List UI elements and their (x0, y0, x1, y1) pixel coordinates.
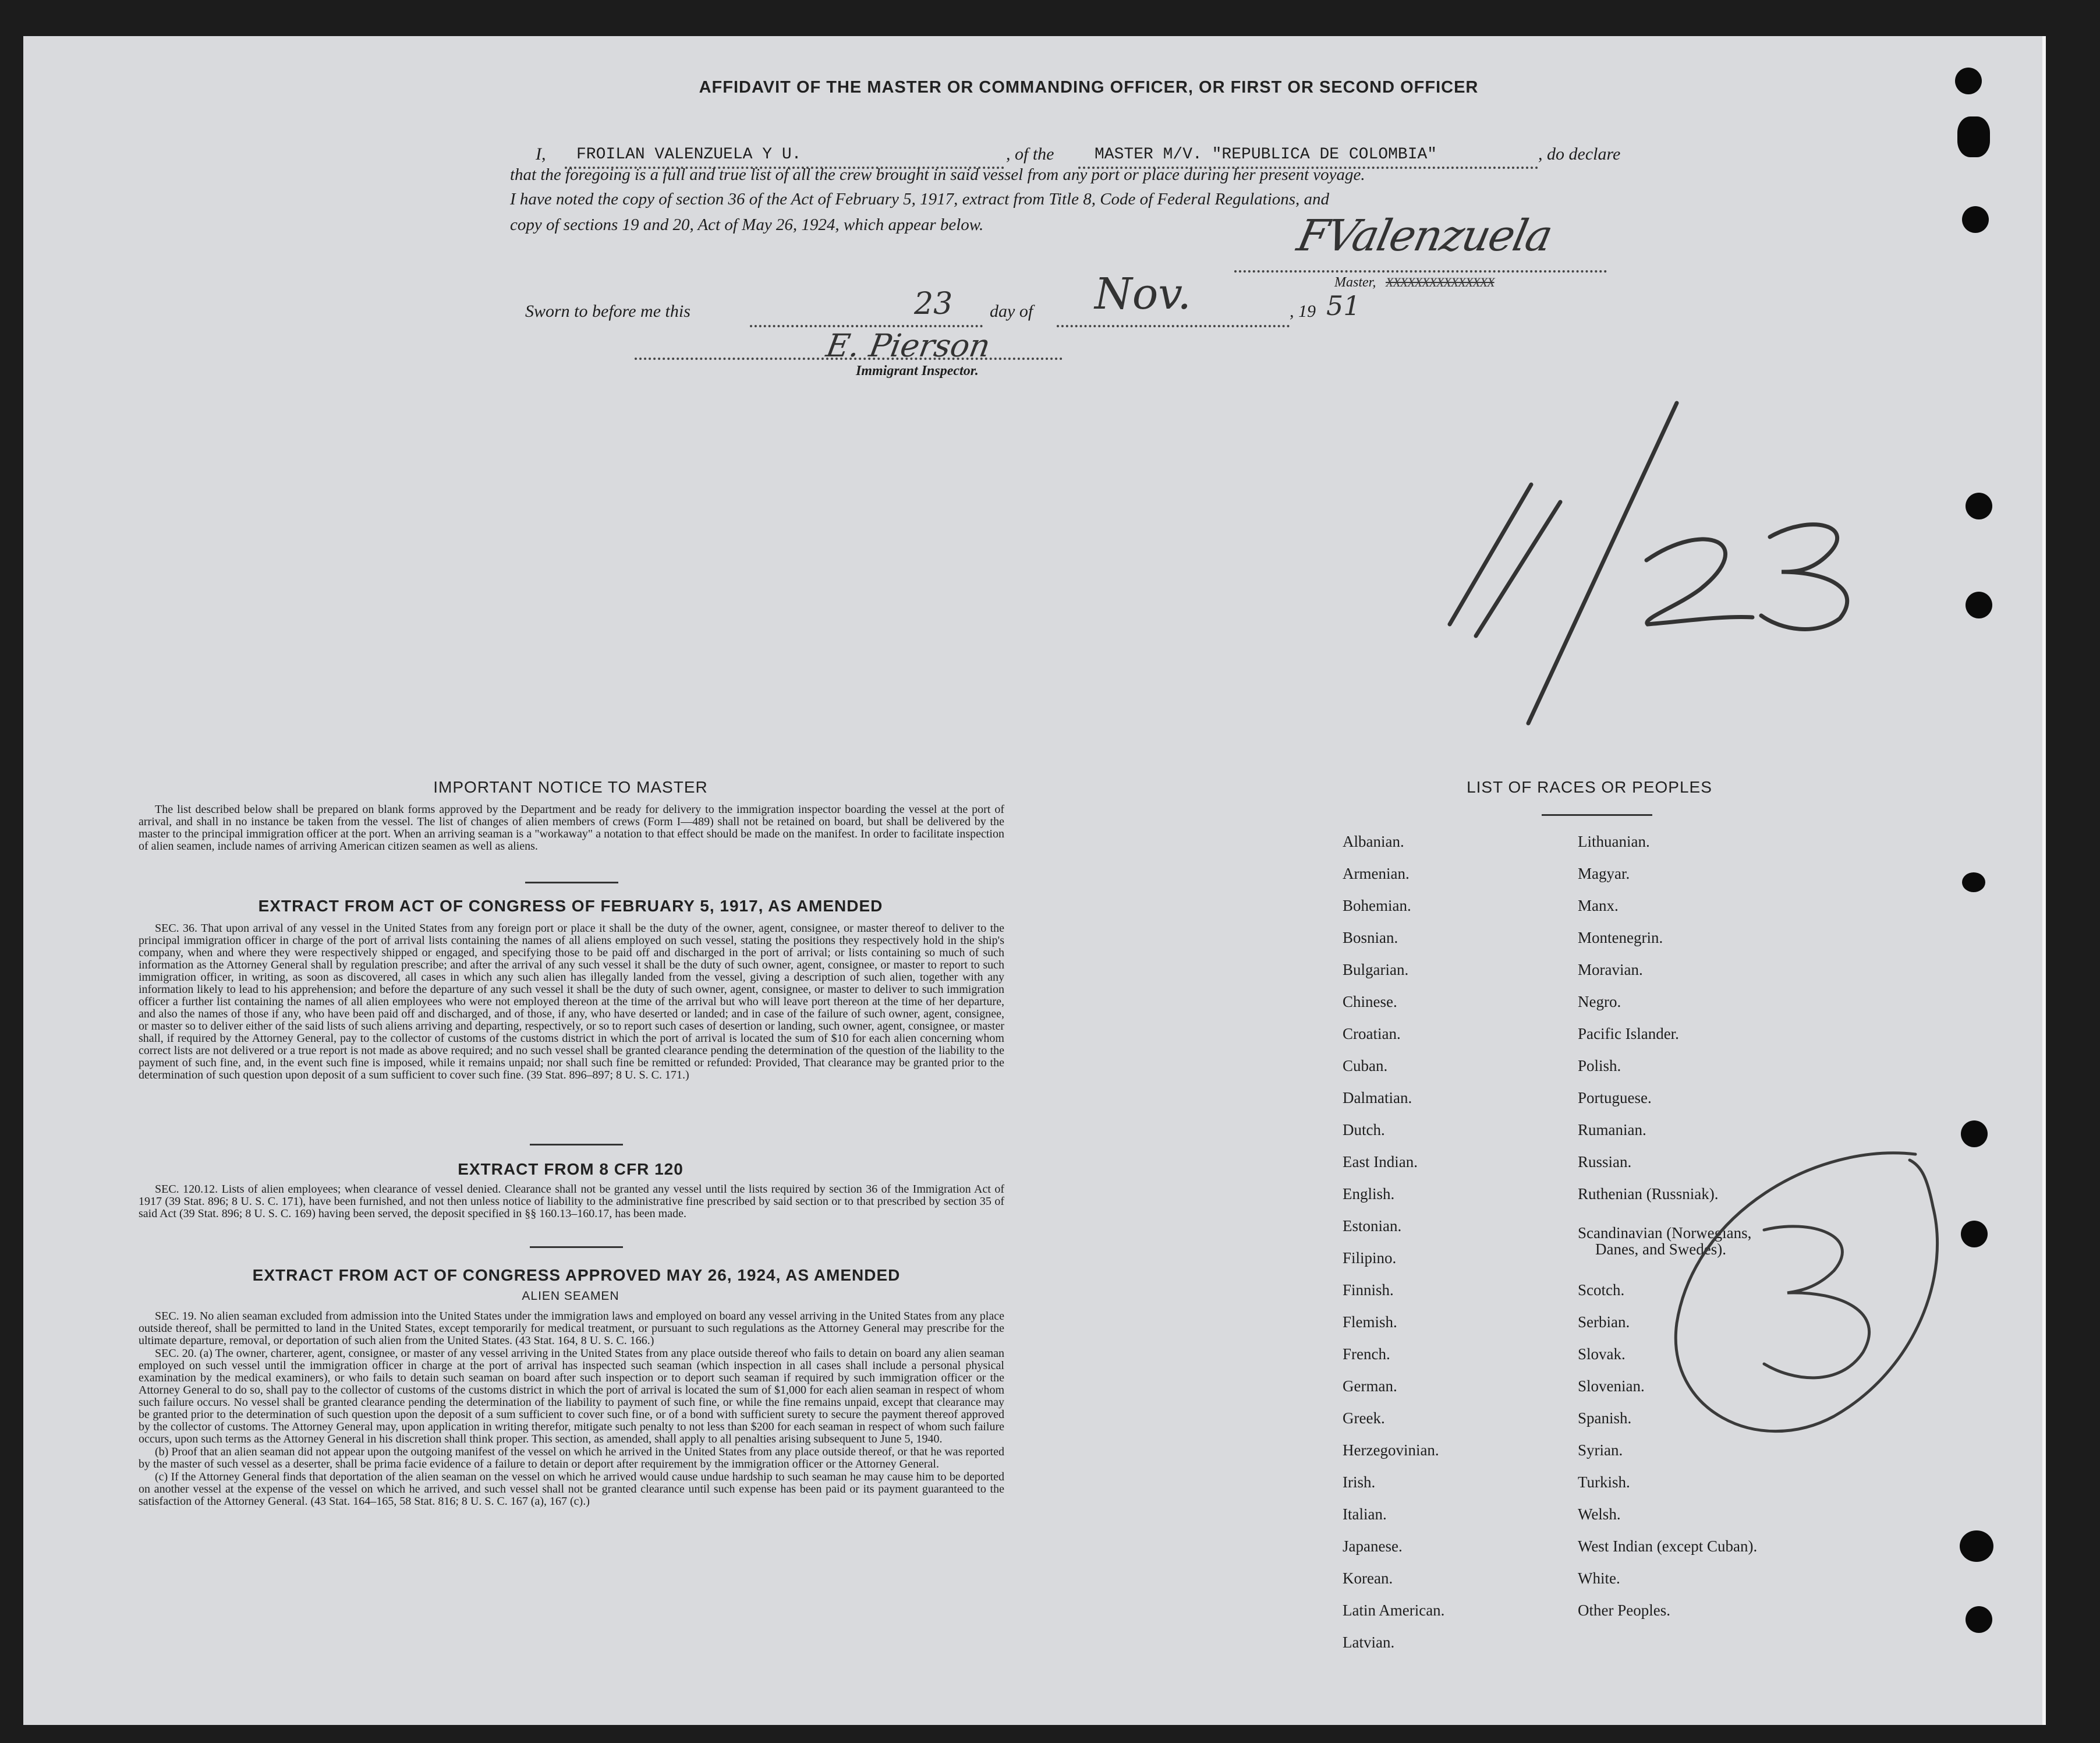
extract-1917-title: EXTRACT FROM ACT OF CONGRESS OF FEBRUARY 5, 1917, AS AMENDED (258, 897, 883, 915)
race-item: Turkish. (1578, 1473, 1630, 1491)
rank-vessel-value: MASTER M/V. "REPUBLICA DE COLOMBIA" (1095, 146, 1437, 164)
race-item: Welsh. (1578, 1505, 1621, 1523)
do-declare-label: , do declare (1538, 144, 1621, 164)
master-struck-text: XXXXXXXXXXXXXXX (1386, 275, 1495, 289)
race-item: Finnish. (1343, 1281, 1394, 1299)
race-item: Chinese. (1343, 993, 1397, 1010)
race-item: East Indian. (1343, 1153, 1418, 1171)
race-item: Bosnian. (1343, 929, 1398, 946)
punch-hole (1966, 1606, 1992, 1633)
inspector-label: Immigrant Inspector. (856, 363, 979, 379)
declaration-line-4: copy of sections 19 and 20, Act of May 26, 1924, which appear below. (510, 215, 984, 234)
race-item: Polish. (1578, 1057, 1621, 1074)
master-name-value: FROILAN VALENZUELA Y U. (576, 146, 802, 164)
race-item: Greek. (1343, 1409, 1385, 1427)
race-item: Cuban. (1343, 1057, 1388, 1074)
race-item: Korean. (1343, 1569, 1393, 1587)
day-of-label: day of (990, 302, 1033, 321)
race-item: Estonian. (1343, 1217, 1402, 1235)
punch-hole (1957, 116, 1990, 157)
declaration-line-3: I have noted the copy of section 36 of the Act of February 5, 1917, extract from Title 8, Code of Federal Regulations, and (510, 190, 1330, 208)
affidavit-i-label: I, (536, 144, 546, 164)
extract-1917-paragraph: SEC. 36. That upon arrival of any vessel in the United States from any foreign port or place it shall be the duty of the owner, agent, consignee, or master thereof to deliver to the principal immigration officer in charge of the port of arrival lists containing the names of all aliens employed on such vessel, stating the positions they respectively hold in the ship's company, when and where they were respectively shipped or engaged, and specifying those to be paid off and discharged in the port of arrival; or lists containing so much of such information as the Attorney General shall by regulation prescribe; and after the arrival of any such vessel it shall be the duty of such owner, agent, consignee, or master to report to such immigration officer, in writing, as soon as discovered, all cases in which any such alien has illegally landed from the vessel, giving a description of such alien, together with any information likely to lead to his apprehension; and before the departure of any such vessel it shall be the duty of such owner, agent, consignee, or master to deliver to such immigration officer a further list containing the names of all alien employees who were not employed thereon at the time of the arrival but who will leave port thereon at the time of her departure, and also the names of those if any, who have been paid off and discharged, and of those, if any, who have deserted or landed; and in case of the failure of such owner, agent, consignee, or master so to deliver either of the said lists of such aliens arriving and departing, respectively, or so to report such cases of desertion or landing, such owner, agent, consignee, or master shall, if required by the Attorney General, pay to the collector of customs of the customs district in which the port of arrival is located the sum of $10 for each alien concerning whom correct lists are not delivered or a true report is not made as above required; and no such vessel shall be granted clearance pending the determination of the question of the liability to the payment of such fine, and, in the event such fine is imposed, while it remains unpaid; nor shall such fine be remitted or refunded: Provided, That clearance may be granted prior to the determination of such question upon deposit of a sum sufficient to cover such fine. (39 Stat. 896–897; 8 U. S. C. 171.) (139, 922, 1004, 1081)
extract-1924-body (139, 1310, 1004, 1508)
extract-1924-subtitle: ALIEN SEAMEN (522, 1289, 619, 1303)
form-sheet (23, 36, 2046, 1725)
punch-hole (1961, 1221, 1988, 1247)
race-item: Negro. (1578, 993, 1621, 1010)
notice-body (139, 804, 1004, 853)
sworn-label: Sworn to before me this (525, 302, 690, 321)
race-item: Lithuanian. (1578, 833, 1650, 850)
master-signature: FValenzuela (1292, 211, 1556, 261)
race-item: Japanese. (1343, 1537, 1403, 1555)
divider (525, 882, 618, 883)
master-signature-line (1234, 270, 1607, 273)
punch-hole (1962, 206, 1989, 233)
race-item: Armenian. (1343, 865, 1410, 882)
race-item: West Indian (except Cuban). (1578, 1537, 1758, 1555)
race-item: Moravian. (1578, 961, 1643, 978)
race-item: Slovak. (1578, 1345, 1626, 1363)
race-item: Danes, and Swedes). (1595, 1240, 1726, 1258)
race-item: Flemish. (1343, 1313, 1397, 1331)
sworn-year-value: 51 (1326, 290, 1361, 321)
race-item: Slovenian. (1578, 1377, 1645, 1395)
race-item: French. (1343, 1345, 1390, 1363)
punch-hole (1966, 592, 1992, 618)
punch-hole (1961, 1120, 1988, 1147)
race-item: Croatian. (1343, 1025, 1401, 1042)
punch-hole (1955, 68, 1982, 94)
race-item: Bohemian. (1343, 897, 1411, 914)
extract-1917-body (139, 922, 1004, 1082)
race-item: Spanish. (1578, 1409, 1632, 1427)
declaration-line-2: that the foregoing is a full and true list of all the crew brought in said vessel from any port or place during her present voyage. (510, 165, 1365, 184)
extract-cfr-paragraph: SEC. 120.12. Lists of alien employees; when clearance of vessel denied. Clearance shall not be granted any vessel until the lists required by section 36 of the Immigration Act of 1917 (39 Stat. 896; 8 U. S. C. 171), have been furnished, and not then unless notice of liability to the administrative fine prescribed by said section or to that prescribed by section 35 of said Act (39 Stat. 896; 8 U. S. C. 169) having been served, the deposit specified in §§ 160.13–160.17, has been made. (139, 1183, 1004, 1220)
inspector-signature-line (635, 358, 1063, 360)
race-item: Serbian. (1578, 1313, 1630, 1331)
race-item: Scandinavian (Norwegians, (1578, 1224, 1752, 1242)
race-item: Magyar. (1578, 865, 1630, 882)
punch-hole (1962, 872, 1985, 892)
race-item: Italian. (1343, 1505, 1387, 1523)
section-20a-paragraph: SEC. 20. (a) The owner, charterer, agent, consignee, or master of any vessel arriving in the United States from any place outside thereof who fails to detain on board any alien seaman employed on such vessel until the immigration officer in charge at the port of arrival has inspected such seaman (which inspection in all cases shall include a personal physical examination by the medical examiners), or who fails to detain such seaman on board after such inspection or to deport such seaman if required by such immigration officer or the Attorney General to do so, shall pay to the collector of customs of the customs district in which the port of arrival is located the sum of $1,000 for each alien seaman in respect of whom such failure occurs. No vessel shall be granted clearance pending the determination of the liability to payment of such fine, or while the fine remains unpaid, except that clearance may be granted prior to the determination of such question upon the deposit of a sum sufficient to cover such fine, or of a bond with sufficient surety to secure the payment thereof approved by the collector of customs. The Attorney General may, upon application in writing therefor, mitigate such penalty to not less than $200 for each seaman in respect of whom such failure occurs, upon such terms as the Attorney General in his discretion shall think proper. This section, as amended, shall apply to all penalties arising subsequent to June 5, 1940. (139, 1347, 1004, 1445)
race-item: Dutch. (1343, 1121, 1385, 1139)
race-item: Montenegrin. (1578, 929, 1663, 946)
race-item: Irish. (1343, 1473, 1376, 1491)
extract-1924-title: EXTRACT FROM ACT OF CONGRESS APPROVED MAY 26, 1924, AS AMENDED (252, 1266, 901, 1284)
sworn-month-value: Nov. (1095, 269, 1191, 319)
race-item: Herzegovinian. (1343, 1441, 1439, 1459)
inspector-signature: E. Pierson (823, 327, 993, 364)
notice-paragraph: The list described below shall be prepared on blank forms approved by the Department and be ready for delivery to the immigration inspector boarding the vessel at the port of arrival, and shall in no instance be taken from the vessel. The list of changes of alien members of crews (Form I—489) shall not be retained on board, but shall be delivered by the master to the principal immigration officer at the port. When an arriving seaman is a "workaway" a notation to that effect should be made on the manifest. In order to facilitate inspection of alien seamen, include names of arriving American citizen seamen as well as aliens. (139, 803, 1004, 853)
race-item: Bulgarian. (1343, 961, 1409, 978)
notice-title: IMPORTANT NOTICE TO MASTER (433, 778, 708, 796)
race-item: White. (1578, 1569, 1620, 1587)
race-item: Albanian. (1343, 833, 1404, 850)
races-title: LIST OF RACES OR PEOPLES (1467, 778, 1712, 796)
section-20b-paragraph: (b) Proof that an alien seaman did not appear upon the outgoing manifest of the vessel on which he arrived in the United States from any place outside thereof, or that he was reported by the master of such vessel as a deserter, shall be prima facie evidence of a failure to detain or deport after requirement by the immigration officer or the Attorney General. (139, 1445, 1004, 1470)
race-item: Russian. (1578, 1153, 1632, 1171)
of-the-label: , of the (1006, 144, 1054, 164)
affidavit-title: AFFIDAVIT OF THE MASTER OR COMMANDING OFFICER, OR FIRST OR SECOND OFFICER (699, 78, 1479, 97)
handwritten-date-mark (1432, 397, 1875, 758)
race-item: Rumanian. (1578, 1121, 1646, 1139)
year-prefix-label: , 19 (1290, 302, 1316, 321)
sworn-day-value: 23 (914, 287, 953, 321)
circled-number-mark (1642, 1143, 1968, 1469)
race-item: Latvian. (1343, 1634, 1395, 1651)
master-label: Master, (1334, 275, 1376, 290)
divider (1542, 814, 1652, 816)
divider (530, 1246, 623, 1248)
race-item: English. (1343, 1185, 1395, 1203)
race-item: Filipino. (1343, 1249, 1397, 1267)
race-item: Manx. (1578, 897, 1619, 914)
race-item: Scotch. (1578, 1281, 1625, 1299)
punch-hole (1960, 1530, 1993, 1562)
extract-cfr-body (139, 1183, 1004, 1221)
race-item: Other Peoples. (1578, 1601, 1670, 1619)
extract-cfr-title: EXTRACT FROM 8 CFR 120 (458, 1160, 684, 1178)
section-19-paragraph: SEC. 19. No alien seaman excluded from admission into the United States under the immigration laws and employed on board any vessel arriving in the United States from any place outside thereof, shall be permitted to land in the United States, except temporarily for medical treatment, or pursuant to such regulations as the Attorney General may prescribe for the ultimate departure, removal, or deportation of such alien from the United States. (43 Stat. 164, 8 U. S. C. 166.) (139, 1310, 1004, 1347)
divider (530, 1144, 623, 1145)
punch-hole (1966, 493, 1992, 519)
race-item: Syrian. (1578, 1441, 1623, 1459)
race-item: Dalmatian. (1343, 1089, 1412, 1106)
race-item: Portuguese. (1578, 1089, 1652, 1106)
section-20c-paragraph: (c) If the Attorney General finds that deportation of the alien seaman on the vessel on which he arrived would cause undue hardship to such seaman he may cause him to be deported on another vessel at the expense of the vessel on which he arrived, and such vessel shall not be granted clearance until such expense has been paid or its payment guaranteed to the satisfaction of the Attorney General. (43 Stat. 164–165, 58 Stat. 816; 8 U. S. C. 167 (a), 167 (c).) (139, 1470, 1004, 1508)
race-item: Latin American. (1343, 1601, 1445, 1619)
race-item: German. (1343, 1377, 1397, 1395)
race-item: Pacific Islander. (1578, 1025, 1679, 1042)
race-item: Ruthenian (Russniak). (1578, 1185, 1719, 1203)
